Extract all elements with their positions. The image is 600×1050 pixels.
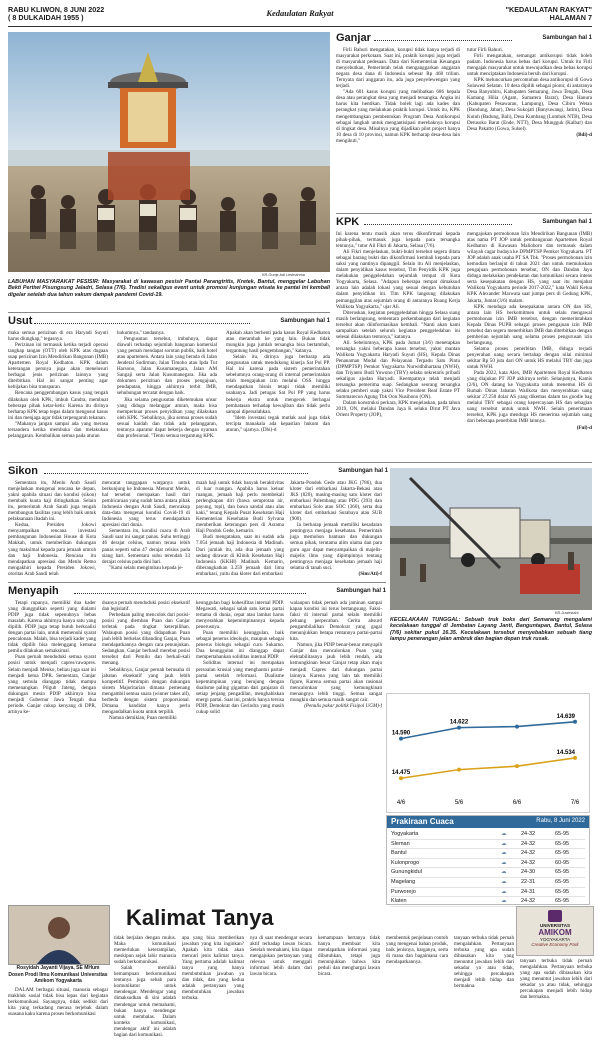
series-line-0 <box>401 719 575 739</box>
data-point <box>515 764 519 768</box>
weather-city: Bantul <box>391 850 407 857</box>
photo2-credit: KR-Juwestahi <box>555 611 579 615</box>
kalimat-title: Kalimat Tanya <box>126 905 274 930</box>
kpk-col-1: Ini karena tentu masih akan terus dikonfirmasi kepada pihak-pihak, termasuk juga kepada para tersangka tentunya," tutur Ali Fikri di Jakarta, Selasa (7/6). Ali Fikri menjelaskan, bukti-bukti tersebut segera ditata sebagai barang bukti dan dikonfirmasi kembali kepada para saksi yang nantinya dipanggil. Selain itu Ali menjelaskan, dalam penyidikan kasus tersebut, Tim Penyidik KPK juga melakukan penggeledahan sejumlah tempat di Kota Yogyakarta, Selasa. "Adapun beberapa tempat dimaksud antara lain adalah lokasi yang sesuai dengan kebutuhan dalam penyidikan ini. Tim KPK langsung dilakukan pemanggilan atas sejumlah orang di antaranya Ruang Kerja Walikota Yogyakarta," ujar Ali. Diteruskan, kegiatan penggeledahan hingga Selasa siang masih berlangsung, sementara perkembangan dari kegiatan tersebut akan diinformasikan kembali. "Nanti akan kami sampaikan setelah seluruh kegiatan penggeledahan ini selesai dilakukan tentunya," katanya. Ali. Sebelumnya, KPK pada Jumat (3/6) menetapkan tersangka yakni beberapa kasus tersebut, yakni mantan Walikota Yogyakarta Haryadi Suyuti (HS), Kepala Dinas Penanaman Modal dan Pelayanan Terpadu Satu Pintu (DPMPTSP) Pemkot Yogyakarta Nurwidhihartana (NWH), dan Triyanto Budi Yuwono (TBY) selaku sekretaris pribadi sekaligus ajudan Haryadi. Keempatnya telah menjadi tersangka pemerima suap. Sedangkan seorang tersangka selaku pemberi suap yakni Vice President Real Estate PT Summarecon Agung Tbk Oon Nusihono (ON). Dalam konstruksi perkara, KPK menjelaskan, pada tahun 2019, ON, melalui Dandan Jaya K selaku Dirut PT Java Orient Property (JOP), <box>336 231 460 419</box>
kalimat-tanya-article <box>8 905 514 1045</box>
sikon-title: Sikon <box>8 465 38 477</box>
data-point <box>457 768 461 772</box>
x-tick-label: 5/6 <box>454 800 464 806</box>
weather-row <box>391 840 585 850</box>
kpk-header <box>336 216 592 229</box>
weather-temp: 22-31 <box>521 878 536 885</box>
author-role: Dosen Prodi Ilmu Komunikasi Universitas Amikom Yogyakarta <box>8 972 108 984</box>
data-point <box>399 776 403 780</box>
weather-row <box>391 859 585 869</box>
x-tick-label: 6/6 <box>512 800 522 806</box>
menyapih-title: Menyapih <box>8 585 59 597</box>
photo2-caption: KECELAKAAN TUNGGAL: Sebuah truk boks dari Semarang mengalami kecelakaan tunggal di Jembatan Layang Janti, Banguntapan, Bantul, Selasa (7/6) sekitar pukul 16.35. Kecelakaan tersebut menyebabkan sebuah tiang lampu penerangan jalan ambruk dan bagian depan truk rusak. <box>390 617 592 642</box>
kpk-continued: Sambungan hal 1 <box>542 219 592 225</box>
data-point <box>399 737 403 741</box>
weather-humidity: 65-95 <box>555 878 570 885</box>
cloud-icon: ☁ <box>501 888 507 895</box>
weather-humidity: 65-95 <box>555 831 570 837</box>
sikon-col-3: maah haji untuk tidak banyak beraktivitas di luar ruangan. Apabila harus keluar ruangan, jemaah haji perlu membekali perlengkapan diri (bawa semprotan air, payung, topi), dan bawa sandal atau alas kaki," terang Kepala Pusat Kesehatan Haji Kementerian Kesehatan Budi Sylvana memberikan keterangan pers di Asrama Haji Pondok Gede, kemarin. Budi mengatakan, saat ini sudah ada 7.054 jemaah haji Indonesia di Madinah. Dari jumlah itu, ada dua jemaah yang sedang dirawat di Klinik Kesehatan Haji Indonesia (KKHI) Madinah. Kemarin, diberangkatkan 3.259 jemaah dari lima embarkasi, yaitu dua kloter dari embarkasi <box>196 480 284 577</box>
usut-continued: Sambungan hal 1 <box>280 318 330 324</box>
kalimat-col-8: tanyaan terbuka tidak pernah mengalahkan. Pertanyaan terbuka yang apa sudah dibiasakan kita yang menuntut jawaban lebih dari sekadar ya atau tidak, sehingga percakapan menjadi lebih hidup dan bermakna. <box>520 958 592 1001</box>
data-point <box>457 726 461 730</box>
ad-name: AMIKOM <box>538 928 572 937</box>
ad-tagline: Creative Economy Park <box>531 942 579 947</box>
weather-row <box>391 878 585 888</box>
weather-temp: 24-32 <box>521 840 536 847</box>
data-label: 14.590 <box>391 730 411 737</box>
weather-humidity: 65-95 <box>555 888 570 895</box>
data-label: 14.622 <box>449 719 469 726</box>
weather-city: Klaten <box>391 898 407 905</box>
menyapih-col-1: Tetapi rupanya, memiliki dua kader yang diunggulkan seperti yang dialami PDIP juga tidak sepenuhnya bebas masalah. Karena akhirnya hanya satu yang dipilih. PDIP juga tetap butuh berkoalisi dengan partai lain, untuk memenuhi syarat pencalonan. Malah, bisa terjadi kader yang tidak dipilih bisa melenggang kemana pemilu dilakukan semaksimal. Puan pernah menduduki semua syarat posisi untuk menjadi capres/cawapres. Selain menjadi Menko, beliau juga saat ini menjadi ketua DPR. Sementara, Ganjar yang semula dianggap tidak mampu memenangkan Pilgub Jateng, dengan dukungan mesin PDIP akhirnya bisa menjadi Gubernur Jawa Tengah dua periode. Ganjar cukup kenyang di DPR, artinya ke- <box>8 600 96 715</box>
covid-chart <box>386 693 590 813</box>
author-portrait-icon <box>9 906 109 964</box>
weather-city: Sleman <box>391 840 410 847</box>
series-line-1 <box>401 758 575 778</box>
cloud-icon: ☁ <box>501 869 507 876</box>
usut-col-1: maka semua perizinan di era Haryadi Suyuti harus diungkap," tegasnya. Perizinan ini termasuk ketika terjadi operasi tangkap tangan (OTT) oleh KPK atas dugaan suap perizinan Izin Mendirikan Bangunan (IMB) Apartemen Royal Kedhaton. KPK dalam keterangan persnya juga akan menelusuri berbagai jenis perizinan lainnya yang diterbitkan. Hal ini sangat penting agar kebijakan bisa transparan. Rencana penggembangan kasus yang tengah dilakukan oleh KPK, imbuh Candra, membuat beberapa pihak ketar-ketir. Karena itu dirinya berharap KPK tetap tegas dalam mengusut kasus ini dan menjaga agar tidak terpengaruh tekanan. "Makanya jangan sampai ada yang merasa tersandera ketika membuka dan melakukan pelanggaran. Kembalikan semua pada aturan <box>8 330 108 439</box>
ganjar-col-2: tutur Firli Bahuri. Firli mengatakan, semangat antikorupsi tidak boleh padam. Indonesia harus bebas dari korupsi. Untuk itu Firli mengajak masyarakat untuk mewujudkan desa bebas korupsi untuk menciptakan Indonesia bersih dari korupsi. KPK meluncurkan percontohan desa antikorupsi di Gowa Sulawesi Selatan. 10 desa dipilih sebagai pionir, di antaranya Desa Banyubiru, Kabupaten Semarang, Jawa Tengah, Desa Kamang Hilia (Agam, Sumatera Barat), Desa Hanura (Kabupaten Pesawaran, Lampung), Desa Cibiru Wetan (Bandung, Jabar), Desa Sukojati (Banyuwangi, Jatim), Desa Kutuh (Badung, Bali), Desa Kumbang (Lombok NTB), Desa Detusoko Barat (Ende, NTT), Desa Mungguk (Kalbar) dan Desa Pakatto (Gowa, Sulsel). (Bdi)-d <box>467 47 592 138</box>
cloud-icon: ☁ <box>501 850 507 857</box>
kpk-col-2: mengajukan permohonan Izin Mendirikan Bangunan (IMB) atas nama PT JOP untuk pembangunan Apartemen Royal Kedhaton di Kawasan Malioboro dan termasuk dalam wilayah cagar budaya ke DPMPTSP Pemkot Yogyakarta. PT JOP adalah anak usaha PT SA Tbk. "Proses permohonan izin kemudian berlanjut di tahun 2021 dan untuk memuluskan pengajuan permohonan tersebut, ON dan Dandan Jaya diduga melakukan pendekatan dan komunikasi secara intens serta kesepakatan dengan HS, yang saat itu menjabat Walikota Yogyakarta periode 2017-2022," kata Wakil Ketua KPK Alexander Marwata saat jumpa pers di Gedung KPK, Jakarta, Jumat (3/6) malam. KPK menduga ada kesepakatan antara ON dan HS, antara lain HS berkomitmen untuk selalu mengawal permohonan izin IMB tersebut, dengan memerintahkan Kepala Dinas PUPR sebagai proses pengajuan izin IMB tersebut dan segera menerbitkan IMB dan diterbitkan dengan pemberian sejumlah uang selama proses pengurusan izin berlangsung. Selama proses penerbitan IMB, diduga terjadi penyerahan uang secara bertahap dengan nilai minimal sekitar Rp 50 juta dari ON untuk HS melalui TBY dan juga untuk NWH. Pada 2022, kata Alex, IMB Apartemen Royal Kedhaton yang diajukan PT JOP akhirnya terbit. Selanjutnya, Kamis (2/6), ON datang ke Yogyakarta untuk menemui HS di Rumah Dinas Jabatan Walikota dan menyerahkan uang sekitar 27.258 dolar AS yang dikemas dalam tas goodie bag melalui TBY sebagai orang kepercayaan HS dan sebagian uang tersebut untuk untuk NWH. Selain penerimaan tersebut, KPK juga menduga HS menerima sejumlah uang dari beberapa penerbitan IMB lainnya. (Ful)-d <box>467 231 592 431</box>
photo1-caption: LABUHAN MASYARAKAT PESISIR: Masyarakat di kawasan pesisir Pantai Parangtritis, Kretek, Bantul, menggelar Labuhan Bekti Pertiwi Pisungsung Jaladri, Selasa (7/6). Tradisi sekaligus event untuk promosi kunjungan wisata ke pantai ini kembali digelar setelah dua tahun vakum dampak pandemi Covid-19. <box>8 279 330 298</box>
weather-temp: 24-31 <box>521 888 536 895</box>
ganjar-header <box>336 32 592 45</box>
menyapih-continued: Sambungan hal 1 <box>336 588 386 594</box>
weather-temp: 24-32 <box>521 859 536 866</box>
cloud-icon: ☁ <box>501 840 507 847</box>
menyapih-col-3: keunggulan bagi kohesifitas internal PDIP. Megawati, sebagai salah satu ketua partai tertama di dunia, cepat atau lambat harus menyerahkan kepemimpinannya kepada penerusnya. Puan memiliki keunggulan, baik sebagai penerus ideologis, maupun sebagai penerus biologis sebagai cucu Sukarno. Dua keunggulan ini dianggap dapat mempertahankan soliditas internal PDIP. Soliditas internal ini merupakan persoalan krusial yang menghantui partai-partai setelah reformasi. Dualisme kepemimpinan yang berujung dengan dualisme paling gigantan dari ganjaran di setiap jenjang pengadilan, menghabiskan energi partai. Saat ini, praktis hanya tersisa PDIP, Demokrat dan Gerindra yang masih cukup solid <box>196 600 284 715</box>
usut-title: Usut <box>8 315 33 327</box>
data-label: 14.534 <box>556 749 575 756</box>
kalimat-col-2: tidak berjalan dengan mulus. Maka komunikasi memerlukan keterampilan, meskipun sejak lahir manusia sudah berkomunikasi. Salah memiliki kemampuan berkomunikasi tentunya juga sebab para komunikator untuk mendengar. Mendengar yang dimaksudkan di sini adalah mendengar untuk memahami, bukan hanya mendengar untuk membalas. Dalam konteks komunikasi, mendengar aktif ini adalah bagian dari komunikasi. <box>114 935 176 1038</box>
weather-temp: 24-32 <box>521 831 536 837</box>
kalimat-col-4: nya di saat mendengar secara aktif terhadap lawan bicara. Setelah memahami, kita dapat mengajukan pertanyaan yang relevan untuk menggali informasi lebih dalam dari lawan bicara. <box>250 935 312 978</box>
menyapih-col-2: duanya pernah menduduki posisi eksekutif dan legislatif. Perbedaan paling mencolok dari posisi-posisi yang diemban Puan dan Ganjar terletak pada tingkat keterpilihan. Walaupun posisi yang didapatkan Puan jauh lebih berkelas dibanding Ganjar, Puan mendapatkannya dengan cara penunjukan. Sedangkan, Ganjar berhasil merebut posisi tersebut dari Pemilu dan berkali-kali menang. Sebaliknya, Ganjar pernah berusaha di jabatan eksekutif yang jauh lebih kompetitif. Pemimpin dengan dukungan sistem Majoritarian dimana pemenang mengambil semua suara (winner takes all), berbeda dengan sistem proporsional. Dimana kandidat hanya perlu mengandalkan kuota untuk terpilih. Namun demikian, Puan memiliki <box>102 600 190 721</box>
data-point <box>515 725 519 729</box>
weather-temp: 24-30 <box>521 869 536 876</box>
x-tick-label: 7/6 <box>570 800 580 806</box>
cloud-icon: ☁ <box>501 898 507 905</box>
ganjar-title: Ganjar <box>336 32 371 44</box>
data-point <box>573 720 577 724</box>
weather-box <box>386 815 590 905</box>
masthead: Kedaulatan Rakyat <box>266 8 334 18</box>
usut-header <box>8 315 330 328</box>
weather-row <box>391 888 585 898</box>
ganjar-col-1: Firli Bahuri mengatakan, korupsi tidak hanya terjadi di masyarakat perkotaan. Saat ini, praktik korupsi juga terjadi di masyarakat pedesaan. Data dari Kementerian Keuangan menyebutkan, Pemerintah telah menganggarkan anggaran negara desa dana di Indonesia sebesar Rp 468 triliun. Ternyata dari anggaran itu, ada juga penyelewengan yang terjadi. "Ada 601 kasus korupsi yang melibatkan 686 kepala desa atau perangkat desa yang menjadi tersangka. Angka ini harus kita hentikan. Tidak boleh lagi ada kades dan perangkat yang melakukan praktik korupsi. Untuk itu, KPK mengembangkan pembentukan Program Desa Antikorupsi sebagai langkah untuk mengantisipasi merebaknya korupsi di tingkat desa. Misalnya yang dijadikan pilot project hanya 10 desa di 10 provinsi, namun KPK berharap desa-desa lain mengikuti," <box>336 47 460 144</box>
header-right <box>506 6 592 22</box>
ad-univ: UNIVERSITAS <box>540 923 570 928</box>
page-number: HALAMAN 7 <box>549 13 592 22</box>
weather-city: Magelang <box>391 878 416 885</box>
weather-title: Prakiraan Cuaca <box>391 817 454 826</box>
beach-ceremony-image <box>8 32 330 272</box>
x-tick-label: 4/6 <box>396 800 406 806</box>
photo1-credit: KR-Gunje Adi Lestnahma <box>262 273 305 277</box>
weather-city: Purworejo <box>391 888 416 895</box>
header-rule <box>8 26 592 27</box>
weather-humidity: 60-95 <box>555 859 570 866</box>
cloud-icon: ☁ <box>501 859 507 866</box>
ganjar-continued: Sambungan hal 1 <box>542 35 592 41</box>
menyapih-col-4: walaupun tidak pernah ada jaminan sampai kapan kondisi ini terus bertangsung. Faksi-faksi di internal partai selalu memiliki peluang perpecahan. Cerita absurd pengambilalihan Demokrat yang gagal menunjukkan betapa rentannya partai-partai kita. Namun, jika PDIP benar-benar menyapih Ganjar dan mencalonkan Puan yang elektabilitasnya jauh lebih rendah, ada kemungkinan besar Ganjar tetap akan maju menjadi Capres dari dukungan partai lainnya. Karena yang lain tak memiliki figure, Karena semua partai akan rasional mencalonkan yang kemungkinan menangnya lebih tinggi. Semua sangat mungkin dan semua masih sangat cair. (Penulis pakar politik Fisipol UGM)-f <box>290 600 382 709</box>
accident-photo <box>390 468 592 610</box>
cloud-icon: ☁ <box>501 831 507 837</box>
sikon-col-4: Jakarta-Pondok Gede atau JKG (786), dua kloter dari embarkasi Jakarta-Bekasi atau JKS (820), masing-masing satu kloter dari embarkasi Palembang atau PDG (393) dan embarkasi Solo atau SOC (360), serta dua kloter dari embarkasi Surabaya atau SUB (900). Ia berharap jemaah memiliki kesadaran pentingnya menjaga kesehatan. Pemerintah juga memohon bantuan dan dukungan semua pihak, terutama alim ulama dan para guru agar dapat menyampaikan di majelis-majelis ilmu yang dipimpinnya tentang pentingnya menjaga kesehatan jemaah haji selama di tanah suci. (Sim/Ati)-f <box>290 480 382 577</box>
page-header <box>8 6 592 28</box>
weather-row <box>391 830 585 840</box>
data-point <box>573 756 577 760</box>
labuhan-photo <box>8 32 330 272</box>
author-name: Rosyidah Jayanti Vijaya, SE MHum <box>16 965 100 971</box>
data-label: 14.475 <box>391 770 411 777</box>
amikom-ad <box>516 906 594 956</box>
weather-row <box>391 849 585 859</box>
usut-col-2: hukumnya," tandasnya. Pengusutan tersebut, imbuhnya, dapat diawali terhadap sejumlah bangunan komersial yang pemah mendapat sorotan publik, baik hotel atau apartemen. Antara lain yang berada di Jalan Jenderal Sudirman, Jalan Timoho atau Ipda Tut Harsono, Jalan Kusumanegara, Jalan AM Sangaji serta Jalan Kusumanegara. Jika ada dokumen perizinan dan proses pengajuan, pendapatan, hingga akhirnya terbit IMB, sehubungan tercatat dengan baik. Jika selama pengusutan diketemukan unsur yang diduga melanggar aturan, maka bisa memperkuat proses penyidikan yang dilakukan oleh KPK. "Sebaliknya, jika semua proses sudah sesuai kaidah dan tidak ada pelanggaran, tentunya aparatur dapat bekerja dengan nyaman dan profesional. "Tentu semua tergantung KPK. <box>117 330 217 439</box>
weather-temp: 24-32 <box>521 850 536 857</box>
sikon-continued: Sambungan hal 1 <box>338 468 388 474</box>
hijri-date: ( 8 DULKAIDAH 1955 ) <box>8 13 84 22</box>
paper-name: "KEDAULATAN RAKYAT" <box>505 5 592 14</box>
weather-table <box>391 830 585 907</box>
kalimat-col-6: membentuk penjelasan contoh yang mengenai bahan produk, baik jenisnya, harganya, serta di mana dan bagaimana cara mendapatkannya. <box>386 935 448 966</box>
weather-date: Rabu, 8 Juni 2022 <box>536 818 585 824</box>
sikon-col-1: Sementara itu, Menlu Arab Saudi menjelaskan mengenai rencana ke depan, yakni apabila situasi dan kondisi (sikon) membaik kuota haji ditingkatkan. Selain itu, pemerintah Arab Saudi juga tengah membangun fasilitas yang lebih baik untuk pelaksanaan ibadah ini. Kedua, Presiden Jokowi menyampaikan rencana investasi pembangunan Indonesian House di Kota Makkah, untuk memberikan dukungan yang maksimal kepada para jemaah umroh dan haji Indonesia. Rencana itu mendapatkan apresiasi dan Menlu Retno mengakhiri kepada Presiden Jokowi, otoritas Arab Saudi telah <box>8 480 96 577</box>
weather-temp: 24-32 <box>521 898 536 905</box>
data-label: 14.639 <box>556 713 575 720</box>
sikon-col-2: mencatat tanggapan warganya untuk berkunjung ke Indonesia. Menurut Menlu, hal tersebut merupakan hasil dari pembicaraan yang sudah lama antara pihak Indonesia dengan Arab Saudi, mencakup data-data mengenai kondisi Covid-19 di Indonesia yang terus mendapatkan apresiasi dari dunia. Sementara itu, kondisi cuaca di Arab Saudi saat ini sangat panas. Suhu tertinggi 46 derajat celsius, namun terasa lebih panas seperti suhu 47 derajat celsius pada siang hari. Sementara suhu terendah 33 derajat celsius pada dini hari. "Kami selalu mengimbau kepada je- <box>102 480 190 571</box>
kpk-title: KPK <box>336 216 360 228</box>
author-photo <box>8 905 110 965</box>
kalimat-col-5: kemampuan bertanya tidak hanya membuat kita mendapatkan informasi yang dibutuhkan, tetapi juga menunjukkan bahwa kita peduli dan menghargai lawan bicara. <box>318 935 380 978</box>
weather-humidity: 65-95 <box>555 840 570 847</box>
weather-city: Gunungkidul <box>391 869 422 876</box>
menyapih-header <box>8 585 386 598</box>
kalimat-col-7: tanyaan terbuka tidak pernah mengalahkan. Pertanyaan terbuka yang apa sudah dibiasakan kita yang menuntut jawaban lebih dari sekadar ya atau tidak, sehingga percakapan menjadi lebih hidup dan bermakna. <box>454 935 514 990</box>
weather-city: Kulonprogo <box>391 859 420 866</box>
cloud-icon: ☁ <box>501 878 507 885</box>
covid-line-chart <box>387 694 589 812</box>
usut-col-3: Apakah akan berhenti pada kasus Royal Kedhaton atau merambah ke yang lain. Bukan tidak mungkin juga jumlah tersangka bisa bertambah, tergantung hasil pengembangan," katanya. Selain itu, dirinya juga berharap ada pengusutan untuk mendukung kinerja Sat Pol PP. Hal ini karena pada sistem pemerintahan sebelumnya orang-orang di internal pemerintahan telah mengajukan izin melalui OSS hingga mendapatkan bisnis tetapi tidak memiliki usahanya. Jadi petugas Sat Pol PP yang harus bekerja ekstra untuk mengecek berbagai pembatasan terhadap kewajiban dan tidak perlu sampai dipersalahkan. "Idem investasi tegak mutlak asal juga tidak tercipta manakala ada kepastian hukum dan aturan," ujarnya. (Dhi)-d <box>226 330 330 433</box>
weather-humidity: 65-95 <box>555 898 570 905</box>
weather-humidity: 65-95 <box>555 869 570 876</box>
ad-city: YOGYAKARTA <box>539 937 571 942</box>
truck-accident-image <box>390 468 592 610</box>
issue-date: RABU KLIWON, 8 JUNI 2022 <box>8 5 105 14</box>
kalimat-col-3: apa yang bisa memberikan jawaban yang kita inginkan? Apakah kita tidak akan mencari jenis kalimat tanya. Yang pertama adalah kalimat tanya yang hanya membutuhkan jawaban ya dan tidak, dan yang kedua adalah pertanyaan yang membutuhkan jawaban terbuka. <box>182 935 244 1002</box>
amikom-logo-icon <box>548 910 562 922</box>
sikon-header <box>8 465 388 478</box>
weather-city: Yogyakarta <box>391 831 419 837</box>
kalimat-col-1: DALAM berbagai situasi, manusia sebagai makhluk sosial tidak bisa lepas dari kegiatan berkomunikasi. Sayangnya, tidak sedikit dari kita yang terkadang merasa terjebak dalam suasana kaku karena proses berkomunikasi <box>8 987 108 1018</box>
weather-row <box>391 868 585 878</box>
weather-humidity: 65-95 <box>555 850 570 857</box>
